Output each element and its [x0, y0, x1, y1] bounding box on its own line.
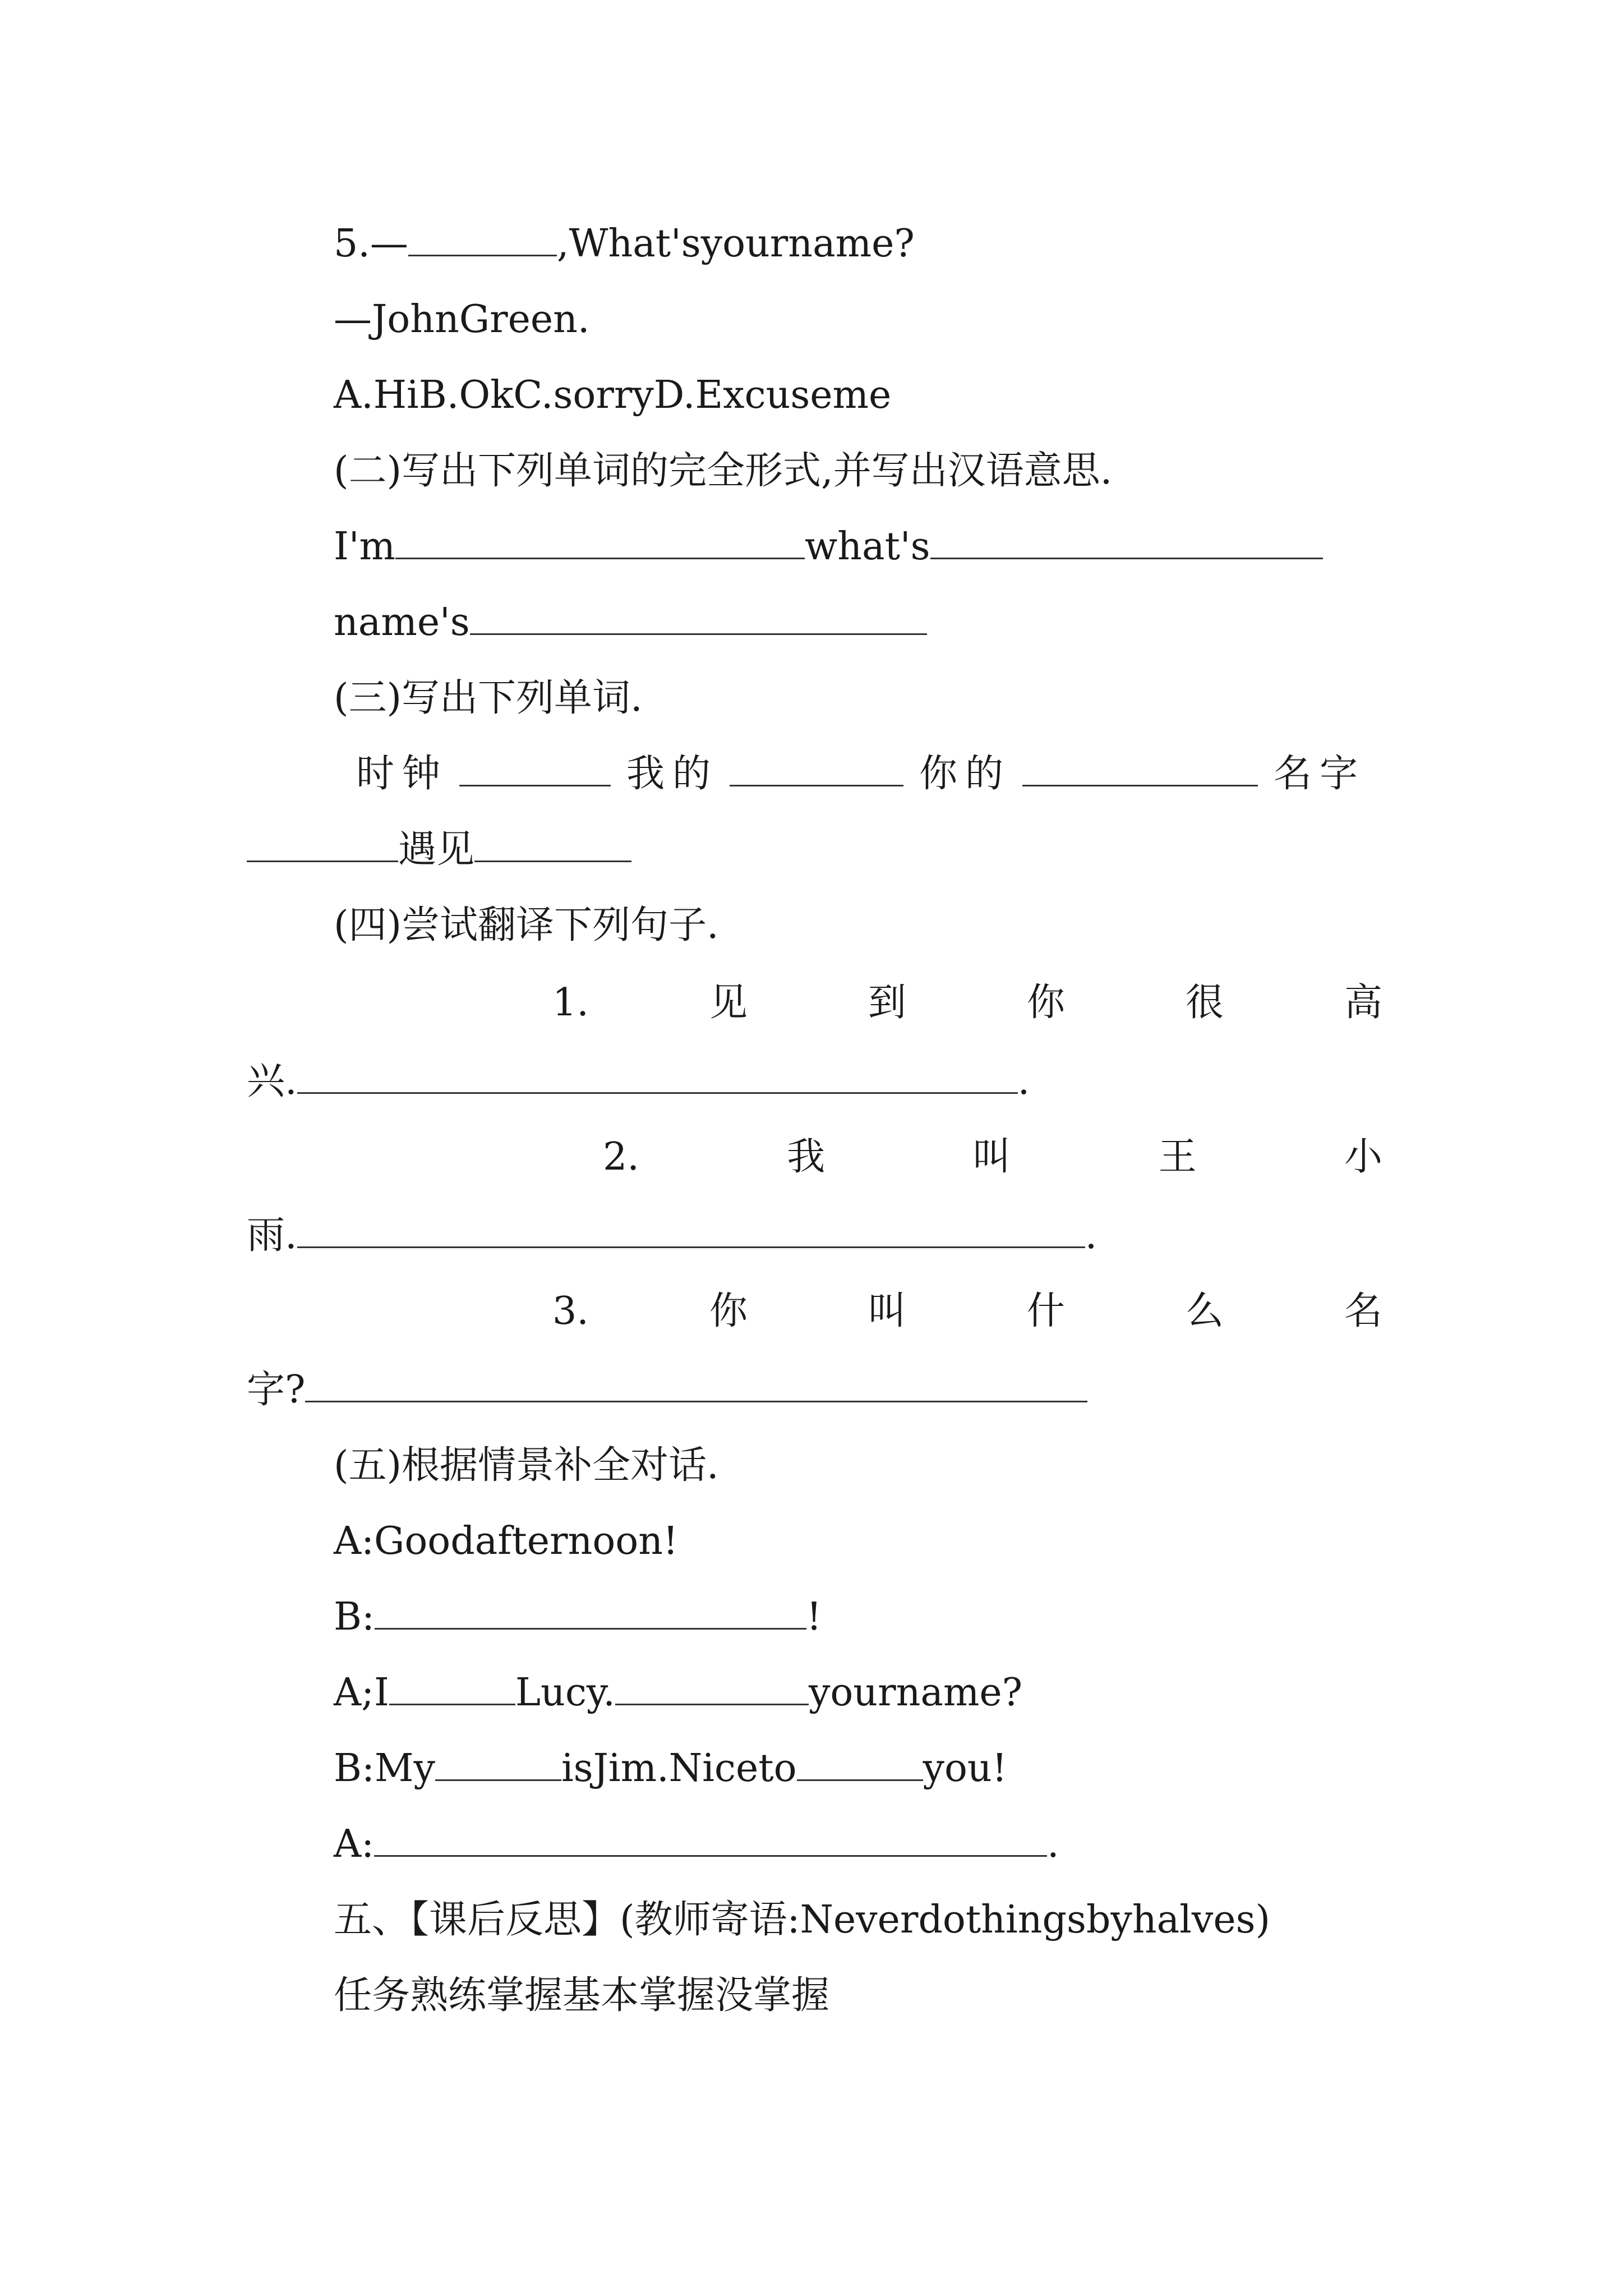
dialogue-text: B:My	[334, 1746, 435, 1791]
sentence-char: 叫	[972, 1135, 1011, 1179]
answer-blank[interactable]	[435, 1745, 561, 1781]
sentence-char: 什	[1026, 1289, 1065, 1333]
q5-number: 5.—	[334, 222, 408, 266]
section-2-row-1	[334, 519, 1323, 575]
section-3-heading: (三)写出下列单词.	[334, 676, 643, 720]
dialogue-text: Lucy.	[515, 1671, 615, 1715]
answer-blank[interactable]	[1022, 750, 1258, 786]
sentence-char: 很	[1185, 981, 1224, 1025]
dialogue-text: A;I	[334, 1671, 389, 1715]
word-clock: 时钟	[356, 752, 449, 796]
dialogue-line-a3	[334, 1816, 1059, 1872]
section-3-row-2	[247, 822, 631, 878]
q5-question	[334, 216, 915, 272]
sentence-char: 你	[709, 1289, 748, 1333]
answer-blank[interactable]	[305, 1366, 1087, 1402]
word-my: 我的	[626, 752, 719, 796]
sentence-char: 3.	[552, 1289, 589, 1333]
answer-blank[interactable]	[375, 1593, 806, 1630]
sentence-char: 叫	[868, 1289, 906, 1333]
answer-blank[interactable]	[389, 1669, 515, 1705]
sentence-2-chars	[603, 1129, 1382, 1185]
sentence-end: .	[1085, 1213, 1098, 1258]
section-2-heading: (二)写出下列单词的完全形式,并写出汉语意思.	[334, 449, 1113, 493]
answer-blank[interactable]	[459, 750, 611, 786]
dialogue-line-a2	[334, 1665, 1022, 1721]
speaker-b: B:	[334, 1595, 375, 1639]
answer-blank[interactable]	[247, 826, 398, 862]
reflection-row: 任务熟练掌握基本掌握没掌握	[334, 1973, 830, 2018]
dialogue-text: yourname?	[808, 1671, 1023, 1715]
sentence-char: 小	[1344, 1135, 1382, 1179]
sentence-1-chars	[552, 975, 1382, 1031]
sentence-char: 见	[709, 981, 748, 1025]
answer-blank[interactable]	[797, 1745, 923, 1781]
sentence-2-answer	[247, 1208, 1097, 1264]
dialogue-punct: .	[1047, 1822, 1059, 1866]
sentence-char: 2.	[603, 1135, 639, 1179]
dialogue-text: isJim.Niceto	[561, 1746, 797, 1791]
sentence-tail: 兴.	[247, 1059, 297, 1103]
sentence-char: 你	[1026, 981, 1065, 1025]
word-im: I'm	[334, 524, 396, 569]
reflection-heading: 五、【课后反思】(教师寄语:Neverdothingsbyhalves)	[334, 1898, 1271, 1942]
dialogue-text: you!	[923, 1746, 1008, 1791]
answer-blank[interactable]	[395, 523, 805, 559]
answer-blank[interactable]	[374, 1820, 1047, 1857]
section-3-row-1	[356, 746, 1366, 802]
sentence-char: 名	[1344, 1289, 1382, 1333]
section-2-row-2	[334, 595, 927, 651]
sentence-3-chars	[552, 1283, 1382, 1340]
word-your: 你的	[919, 752, 1012, 796]
section-5-heading: (五)根据情景补全对话.	[334, 1443, 719, 1488]
answer-blank[interactable]	[474, 826, 631, 862]
word-names: name's	[334, 600, 470, 645]
q5-question-text: ,What'syourname?	[556, 222, 915, 266]
sentence-char: 1.	[552, 981, 589, 1025]
sentence-tail: 字?	[247, 1368, 306, 1412]
answer-blank[interactable]	[470, 599, 927, 635]
sentence-char: 我	[787, 1135, 826, 1179]
word-whats: what's	[805, 524, 930, 569]
sentence-char: 王	[1158, 1135, 1197, 1179]
sentence-3-answer	[247, 1362, 1087, 1418]
sentence-1-answer	[247, 1053, 1030, 1110]
dialogue-line-a1: A:Goodafternoon!	[334, 1519, 679, 1563]
answer-blank[interactable]	[297, 1057, 1018, 1094]
answer-blank[interactable]	[730, 750, 903, 786]
dialogue-line-b2	[334, 1741, 1007, 1797]
dialogue-line-b1	[334, 1589, 822, 1645]
answer-blank[interactable]	[297, 1212, 1085, 1248]
answer-blank[interactable]	[930, 523, 1323, 559]
section-4-heading: (四)尝试翻译下列句子.	[334, 903, 719, 947]
sentence-char: 么	[1185, 1289, 1224, 1333]
word-meet: 遇见	[398, 827, 475, 872]
q5-options: A.HiB.OkC.sorryD.Excuseme	[334, 373, 892, 417]
sentence-char: 高	[1344, 981, 1382, 1025]
dialogue-punct: !	[806, 1595, 822, 1639]
sentence-tail: 雨.	[247, 1213, 297, 1258]
sentence-end: .	[1017, 1059, 1030, 1103]
answer-blank[interactable]	[615, 1669, 809, 1705]
speaker-a: A:	[334, 1822, 375, 1866]
word-name: 名字	[1274, 752, 1366, 796]
answer-blank[interactable]	[408, 220, 557, 256]
q5-reply: —JohnGreen.	[334, 297, 590, 342]
sentence-char: 到	[868, 981, 906, 1025]
